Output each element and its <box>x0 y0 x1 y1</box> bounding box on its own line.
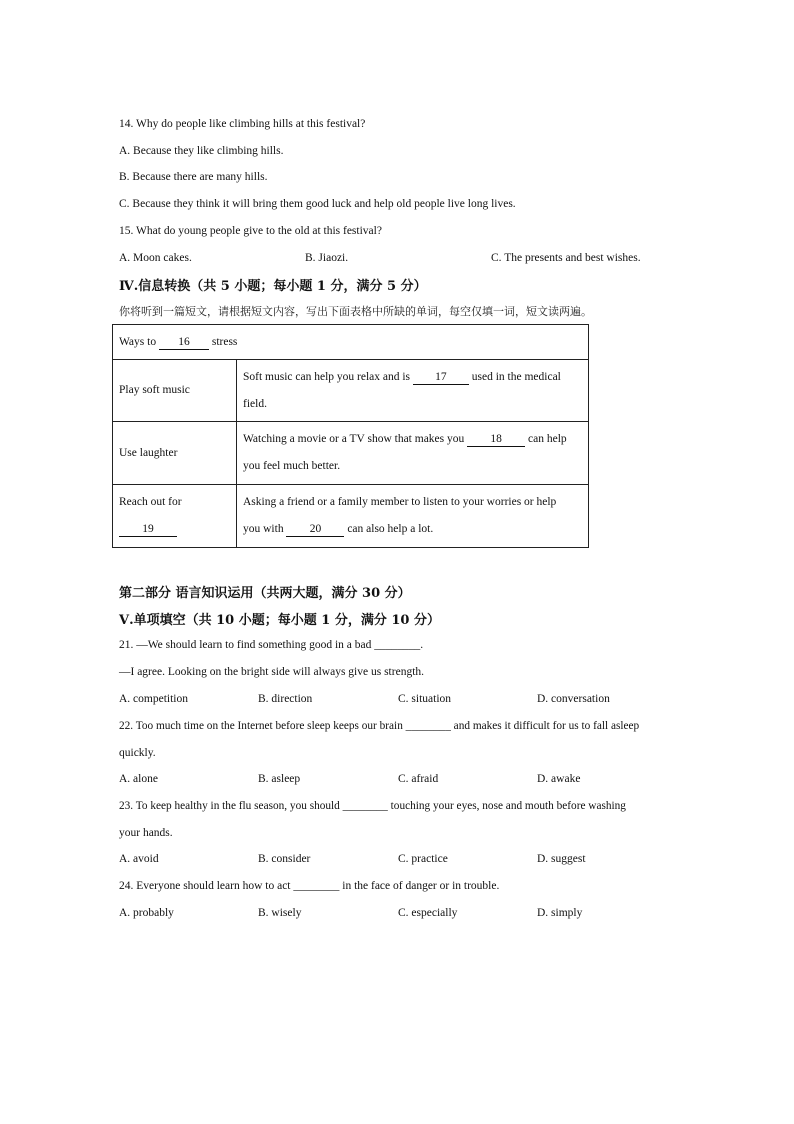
row-3-text: can also help a lot. <box>347 523 434 535</box>
question-22-option-c: C. afraid <box>398 773 439 785</box>
row-3-label-text: Reach out for <box>119 496 182 508</box>
row-1-text: Soft music can help you relax and is <box>243 370 411 383</box>
row-3-label <box>113 485 237 548</box>
question-21-option-d: D. conversation <box>537 693 610 705</box>
part-2-title: 第二部分 语言知识运用（共两大题，满分 30 分） <box>119 586 411 601</box>
table-row <box>113 422 589 485</box>
row-1-label: Play soft music <box>113 360 237 422</box>
row-1-content <box>237 360 589 422</box>
question-22-option-d: D. awake <box>537 773 581 785</box>
question-22-option-b: B. asleep <box>258 773 301 785</box>
question-15-option-b: B. Jiaozi. <box>305 252 349 264</box>
question-22-option-a: A. alone <box>119 773 158 785</box>
question-21-stem: 21. —We should learn to find something good in a bad ________. <box>119 639 424 651</box>
question-15-option-c: C. The presents and best wishes. <box>491 252 641 264</box>
row-1-text: field. <box>243 397 267 410</box>
question-24-option-c: C. especially <box>398 907 458 919</box>
row-3-text: you with <box>243 523 284 535</box>
question-23-option-d: D. suggest <box>537 853 586 865</box>
question-14-option-b: B. Because there are many hills. <box>119 171 268 183</box>
blank-20: 20 <box>286 523 344 537</box>
question-23-option-c: C. practice <box>398 853 448 865</box>
section-4-instruction: 你将听到一篇短文，请根据短文内容，写出下面表格中所缺的单词，每空仅填一词，短文读两遍。 <box>119 305 592 318</box>
table-row <box>113 325 589 360</box>
row-1-text: used in the medical <box>471 370 561 383</box>
question-23-stem: 23. To keep healthy in the flu season, you should ________ touching your eyes, nose and mouth before washing <box>119 800 626 812</box>
row-3-content <box>237 485 589 548</box>
row-2-label: Use laughter <box>113 422 237 485</box>
question-14-option-c: C. Because they think it will bring them good luck and help old people live long lives. <box>119 198 516 210</box>
question-23-option-b: B. consider <box>258 853 311 865</box>
question-22-stem: 22. Too much time on the Internet before sleep keeps our brain ________ and makes it difficult for us to fall asleep <box>119 720 640 732</box>
question-23-option-a: A. avoid <box>119 853 159 865</box>
blank-17: 17 <box>413 371 469 385</box>
question-24-option-b: B. wisely <box>258 907 302 919</box>
table-row <box>113 360 589 422</box>
blank-18: 18 <box>467 433 525 447</box>
header-text: Ways to <box>119 335 157 348</box>
question-21-option-b: B. direction <box>258 693 313 705</box>
question-21-reply: —I agree. Looking on the bright side will always give us strength. <box>119 666 425 678</box>
row-2-text: can help <box>528 433 567 445</box>
blank-19: 19 <box>119 523 177 537</box>
section-5-title: Ⅴ.单项填空（共 10 小题；每小题 1 分，满分 10 分） <box>119 613 440 628</box>
row-2-text: Watching a movie or a TV show that makes you <box>243 433 465 445</box>
question-21-option-c: C. situation <box>398 693 452 705</box>
question-23-stem-cont: your hands. <box>119 827 173 839</box>
table-header-cell <box>113 325 589 360</box>
row-2-text: you feel much better. <box>243 460 341 472</box>
question-15-option-a: A. Moon cakes. <box>119 252 192 264</box>
question-14-option-a: A. Because they like climbing hills. <box>119 145 284 157</box>
question-21-option-a: A. competition <box>119 693 188 705</box>
blank-16: 16 <box>159 336 209 350</box>
section-4-title: Ⅳ.信息转换（共 5 小题；每小题 1 分，满分 5 分） <box>119 279 427 294</box>
question-24-option-d: D. simply <box>537 907 583 919</box>
table-row <box>113 485 589 548</box>
row-3-text: Asking a friend or a family member to listen to your worries or help <box>243 496 557 508</box>
question-24-stem: 24. Everyone should learn how to act ________ in the face of danger or in trouble. <box>119 880 500 892</box>
question-15-stem: 15. What do young people give to the old at this festival? <box>119 225 382 237</box>
question-22-stem-cont: quickly. <box>119 747 156 759</box>
question-24-option-a: A. probably <box>119 907 174 919</box>
question-14-stem: 14. Why do people like climbing hills at this festival? <box>119 118 366 130</box>
row-2-content <box>237 422 589 485</box>
header-text: stress <box>211 335 238 348</box>
info-table <box>112 324 589 548</box>
